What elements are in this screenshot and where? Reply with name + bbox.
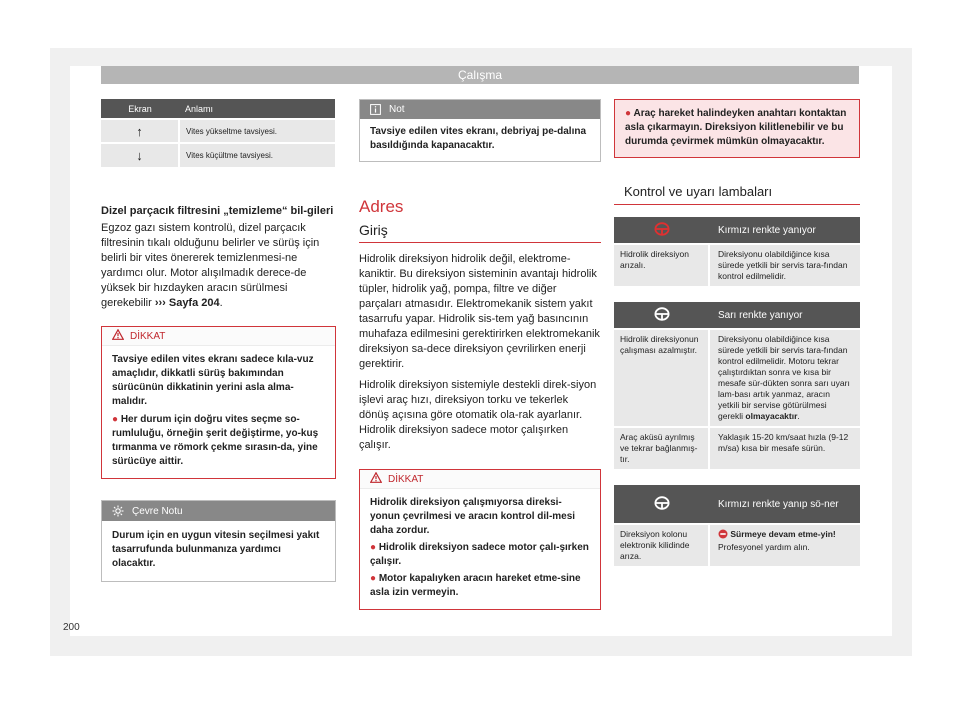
chapter-header: Çalışma bbox=[101, 66, 859, 84]
warning-box bbox=[359, 469, 601, 610]
table-cell: Vites yükseltme tavsiyesi. bbox=[179, 119, 335, 143]
warning-label: DİKKAT bbox=[388, 473, 424, 485]
steering-white-icon bbox=[654, 307, 670, 324]
bullet-icon: ● bbox=[370, 542, 377, 553]
steering-red-icon bbox=[654, 222, 670, 239]
dpf-title: Dizel parçacık filtresini „temizleme“ bil-gileri bbox=[101, 205, 334, 217]
steering-white-icon bbox=[654, 496, 670, 513]
note-label: Not bbox=[389, 104, 405, 115]
table-row bbox=[101, 119, 335, 143]
page-number: 200 bbox=[63, 622, 80, 633]
lamp-header-red-blinking: Kırmızı renkte yanıp sö-ner bbox=[614, 485, 860, 523]
dpf-text: Egzoz gazı sistem kontrolü, dizel parçacık filtresinin tıkalı olduğunu belirler ve sürüş için belirli bir vites önererek temizlenmesi-ne yardımcı olur. Motor alışılmadık derece-de yüksek bir hızdayken aracın sürülmesi gerekebilir ››› Sayfa 204. bbox=[101, 222, 320, 309]
warning-bullet: ● Her durum için doğru vites seçme so-rumluluğu, örneğin şerit değiştirme, yo-kuş tırmanma ve römork çekme sırasın-da, yine sürücüye aittir. bbox=[112, 414, 319, 467]
lamp-header-red: Kırmızı renkte yanıyor bbox=[614, 217, 860, 243]
bullet-icon: ● bbox=[370, 573, 377, 584]
warning-label: DİKKAT bbox=[130, 330, 166, 342]
note-box bbox=[359, 99, 601, 162]
warning-text: Tavsiye edilen vites ekranı sadece kıla-vuz amaçlıdır, dikkatli sürüş bakımından sürücünün dikkatinin yerini asla alma-malıdır. bbox=[112, 354, 314, 407]
table-row: Hidrolik direksiyon arızalı. Direksiyonu olabildiğince kısa sürede yetkili bir servis tara-fından kontrol edilmelidir. bbox=[614, 243, 860, 286]
table-row bbox=[101, 143, 335, 167]
lamp-header-yellow: Sarı renkte yanıyor bbox=[614, 302, 860, 328]
arrow-up-icon: ↑ bbox=[136, 123, 143, 139]
intro-paragraph-2: Hidrolik direksiyon sistemiyle destekli direk-siyon işlevi araç hızı, direksiyon torku ve tekerlek dönüş açısına göre otomatik ola-rak ayarlanır. Hidrolik direksiyon sadece motor çalışırken çalışır. bbox=[359, 379, 597, 451]
leaf-icon bbox=[112, 505, 124, 517]
lamps-section-title: Kontrol ve uyarı lambaları bbox=[614, 184, 860, 205]
subsection-title-giris: Giriş bbox=[359, 222, 601, 243]
column-1 bbox=[101, 99, 336, 582]
warning-bullet: ● Hidrolik direksiyon sadece motor çalı-şırken çalışır. bbox=[370, 542, 589, 567]
section-title-adres: Adres bbox=[359, 197, 404, 216]
alert-box: ● Araç hareket halindeyken anahtarı kontaktan asla çıkarmayın. Direksiyon kilitlenebilir ve bu durumda çevirmek mümkün olmayacaktır. bbox=[614, 99, 860, 158]
column-2 bbox=[359, 99, 601, 610]
env-note-text: Durum için en uygun vitesin seçilmesi yakıt tasarrufunda bulunmanıza yardımcı olacaktır. bbox=[102, 521, 335, 581]
table-cell: Vites küçültme tavsiyesi. bbox=[179, 143, 335, 167]
env-note-label: Çevre Notu bbox=[132, 505, 183, 517]
bullet-icon: ● bbox=[112, 414, 119, 425]
arrow-down-icon: ↓ bbox=[136, 148, 143, 163]
table-header-anlami: Anlamı bbox=[179, 99, 335, 119]
table-row: Direksiyon kolonu elektronik kilidinde arıza. Sürmeye devam etme-yin! Profesyonel yardım alın. bbox=[614, 523, 860, 566]
warning-text: Hidrolik direksiyon çalışmıyorsa direksi-yonun çevrilmesi ve aracın kontrol dil-mesi daha zordur. bbox=[370, 497, 576, 536]
environment-note-box bbox=[101, 500, 336, 582]
intro-paragraph-1: Hidrolik direksiyon hidrolik değil, elektrome-kaniktir. Bu direksiyon sisteminin avantajı hidrolik tüpler, hidrolik yağ, pompa, filtre ve diğer parçaları atmasıdır. Elektromekanik sistem yakıt tasarrufu yapar. Hidrolik sis-tem yağ basıncının muhafaza edilmesini gerektirirken elektromekanik direksiyon sa-dece direksiyon çevrilirken enerji gerektirir. bbox=[359, 253, 600, 370]
note-text: Tavsiye edilen vites ekranı, debriyaj pe-dalına basıldığında kapanacaktır. bbox=[360, 119, 600, 161]
warning-box bbox=[101, 326, 336, 479]
table-header-ekran: Ekran bbox=[101, 99, 179, 119]
stop-icon bbox=[718, 529, 728, 542]
page-reference-link[interactable]: ››› Sayfa 204 bbox=[154, 297, 220, 309]
info-icon bbox=[370, 104, 381, 115]
bullet-icon: ● bbox=[625, 108, 632, 119]
warning-bullet: ● Motor kapalıyken aracın hareket etme-sine asla izin vermeyin. bbox=[370, 573, 581, 598]
warning-triangle-icon bbox=[370, 472, 382, 486]
warning-triangle-icon bbox=[112, 329, 124, 343]
table-row: Araç aküsü ayrılmış ve tekrar bağlanmış-tır. Yaklaşık 15-20 km/saat hızla (9-12 m/sa) kısa bir mesafe sürün. bbox=[614, 426, 860, 469]
display-table bbox=[101, 99, 335, 167]
table-row: Hidrolik direksiyonun çalışması azalmıştır. Direksiyonu olabildiğince kısa sürede yetkili bir servis tara-fından kontrol edilmelidir. Motoru tekrar çalıştırdıktan sonra ve kısa bir mesafe sür-dükten sonra sarı uyarı lam-bası artık yanmaz, aracın yetkili bir servise götürülmesi gerekli olmayacaktır. bbox=[614, 328, 860, 426]
column-3 bbox=[614, 99, 860, 566]
